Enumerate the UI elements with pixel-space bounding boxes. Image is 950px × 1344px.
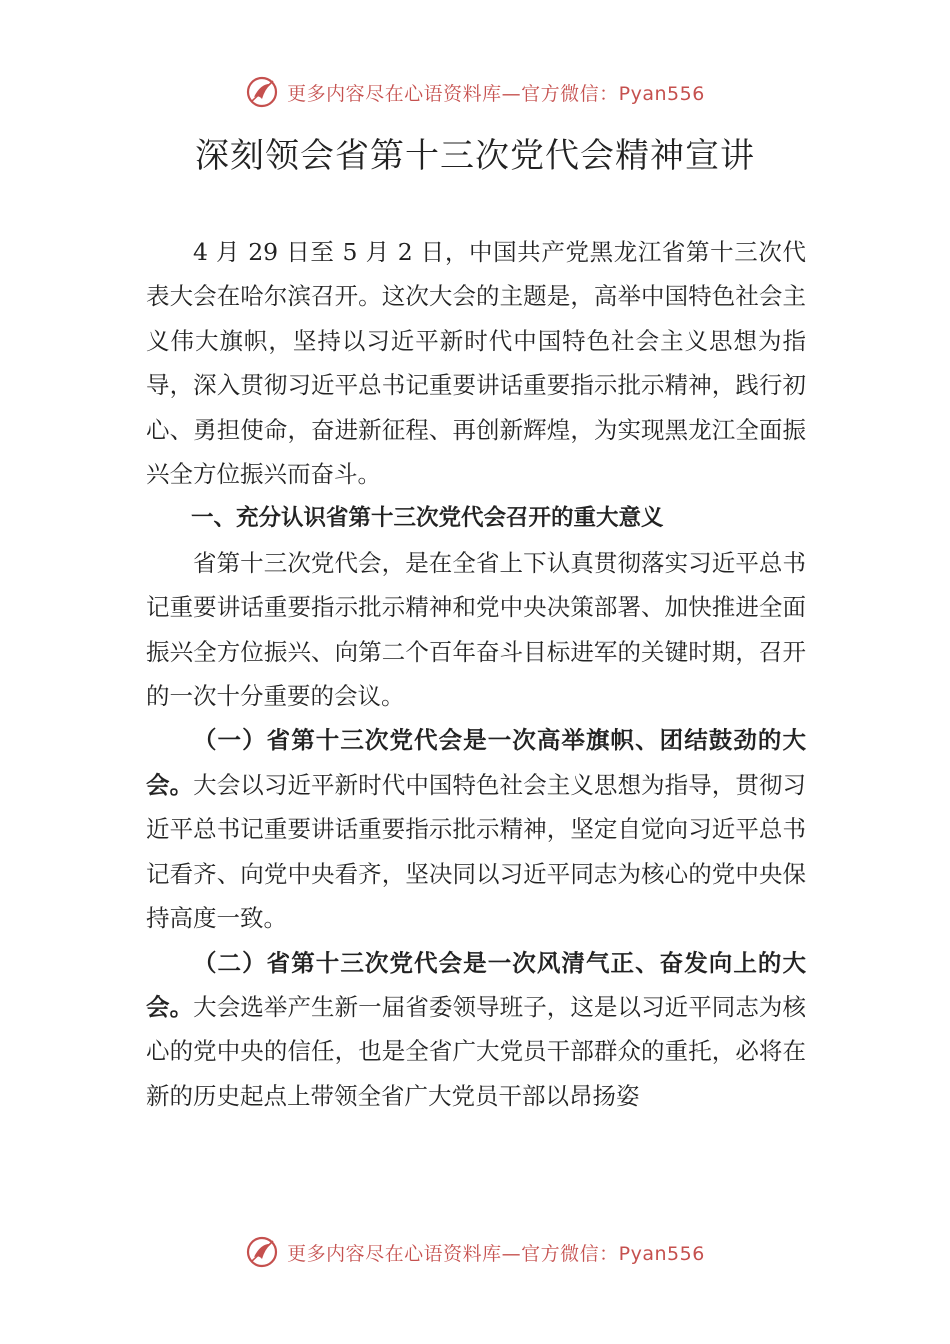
footer-banner-text: 更多内容尽在心语资料库—官方微信：Pyan556 [287,1242,705,1265]
point-2-lead: （二）省第十三次党代会是一次风清气正、奋发向上的大会。 [146,948,806,1021]
header-banner [0,72,950,112]
footer-banner [0,1232,950,1272]
point-1-body: 大会以习近平新时代中国特色社会主义思想为指导，贯彻习近平总书记重要讲话重要指示批示精神，坚定自觉向习近平总书记看齐、向党中央看齐，坚决同以习近平同志为核心的党中央保持高度一致。 [146,770,807,933]
paragraph-significance: 省第十三次党代会，是在全省上下认真贯彻落实习近平总书记重要讲话重要指示批示精神和党中央决策部署、加快推进全面振兴全方位振兴、向第二个百年奋斗目标进军的关键时期，召开的一次十分重要的会议。 [146,548,806,711]
paragraph-point-2 [146,941,806,1119]
document-title: 深刻领会省第十三次党代会精神宣讲 [195,136,755,176]
section-heading-1: 一、充分认识省第十三次党代会召开的重大意义 [191,505,664,532]
document-body [146,230,806,1118]
library-logo-icon [245,75,279,109]
paragraph-point-1 [146,718,806,940]
point-2-body: 大会选举产生新一届省委领导班子，这是以习近平同志为核心的党中央的信任，也是全省广大党员干部群众的重托，必将在新的历史起点上带领全省广大党员干部以昂扬姿 [146,992,807,1110]
library-logo-icon [245,1235,279,1269]
header-banner-text: 更多内容尽在心语资料库—官方微信：Pyan556 [287,82,705,105]
point-1-lead: （一）省第十三次党代会是一次高举旗帜、团结鼓劲的大会。 [146,726,806,799]
paragraph-intro: 4 月 29 日至 5 月 2 日，中国共产党黑龙江省第十三次代表大会在哈尔滨召开。这次大会的主题是，高举中国特色社会主义伟大旗帜，坚持以习近平新时代中国特色社会主义思想为指导，深入贯彻习近平总书记重要讲话重要指示批示精神，践行初心、勇担使命，奋进新征程、再创新辉煌，为实现黑龙江全面振兴全方位振兴而奋斗。 [146,238,806,489]
